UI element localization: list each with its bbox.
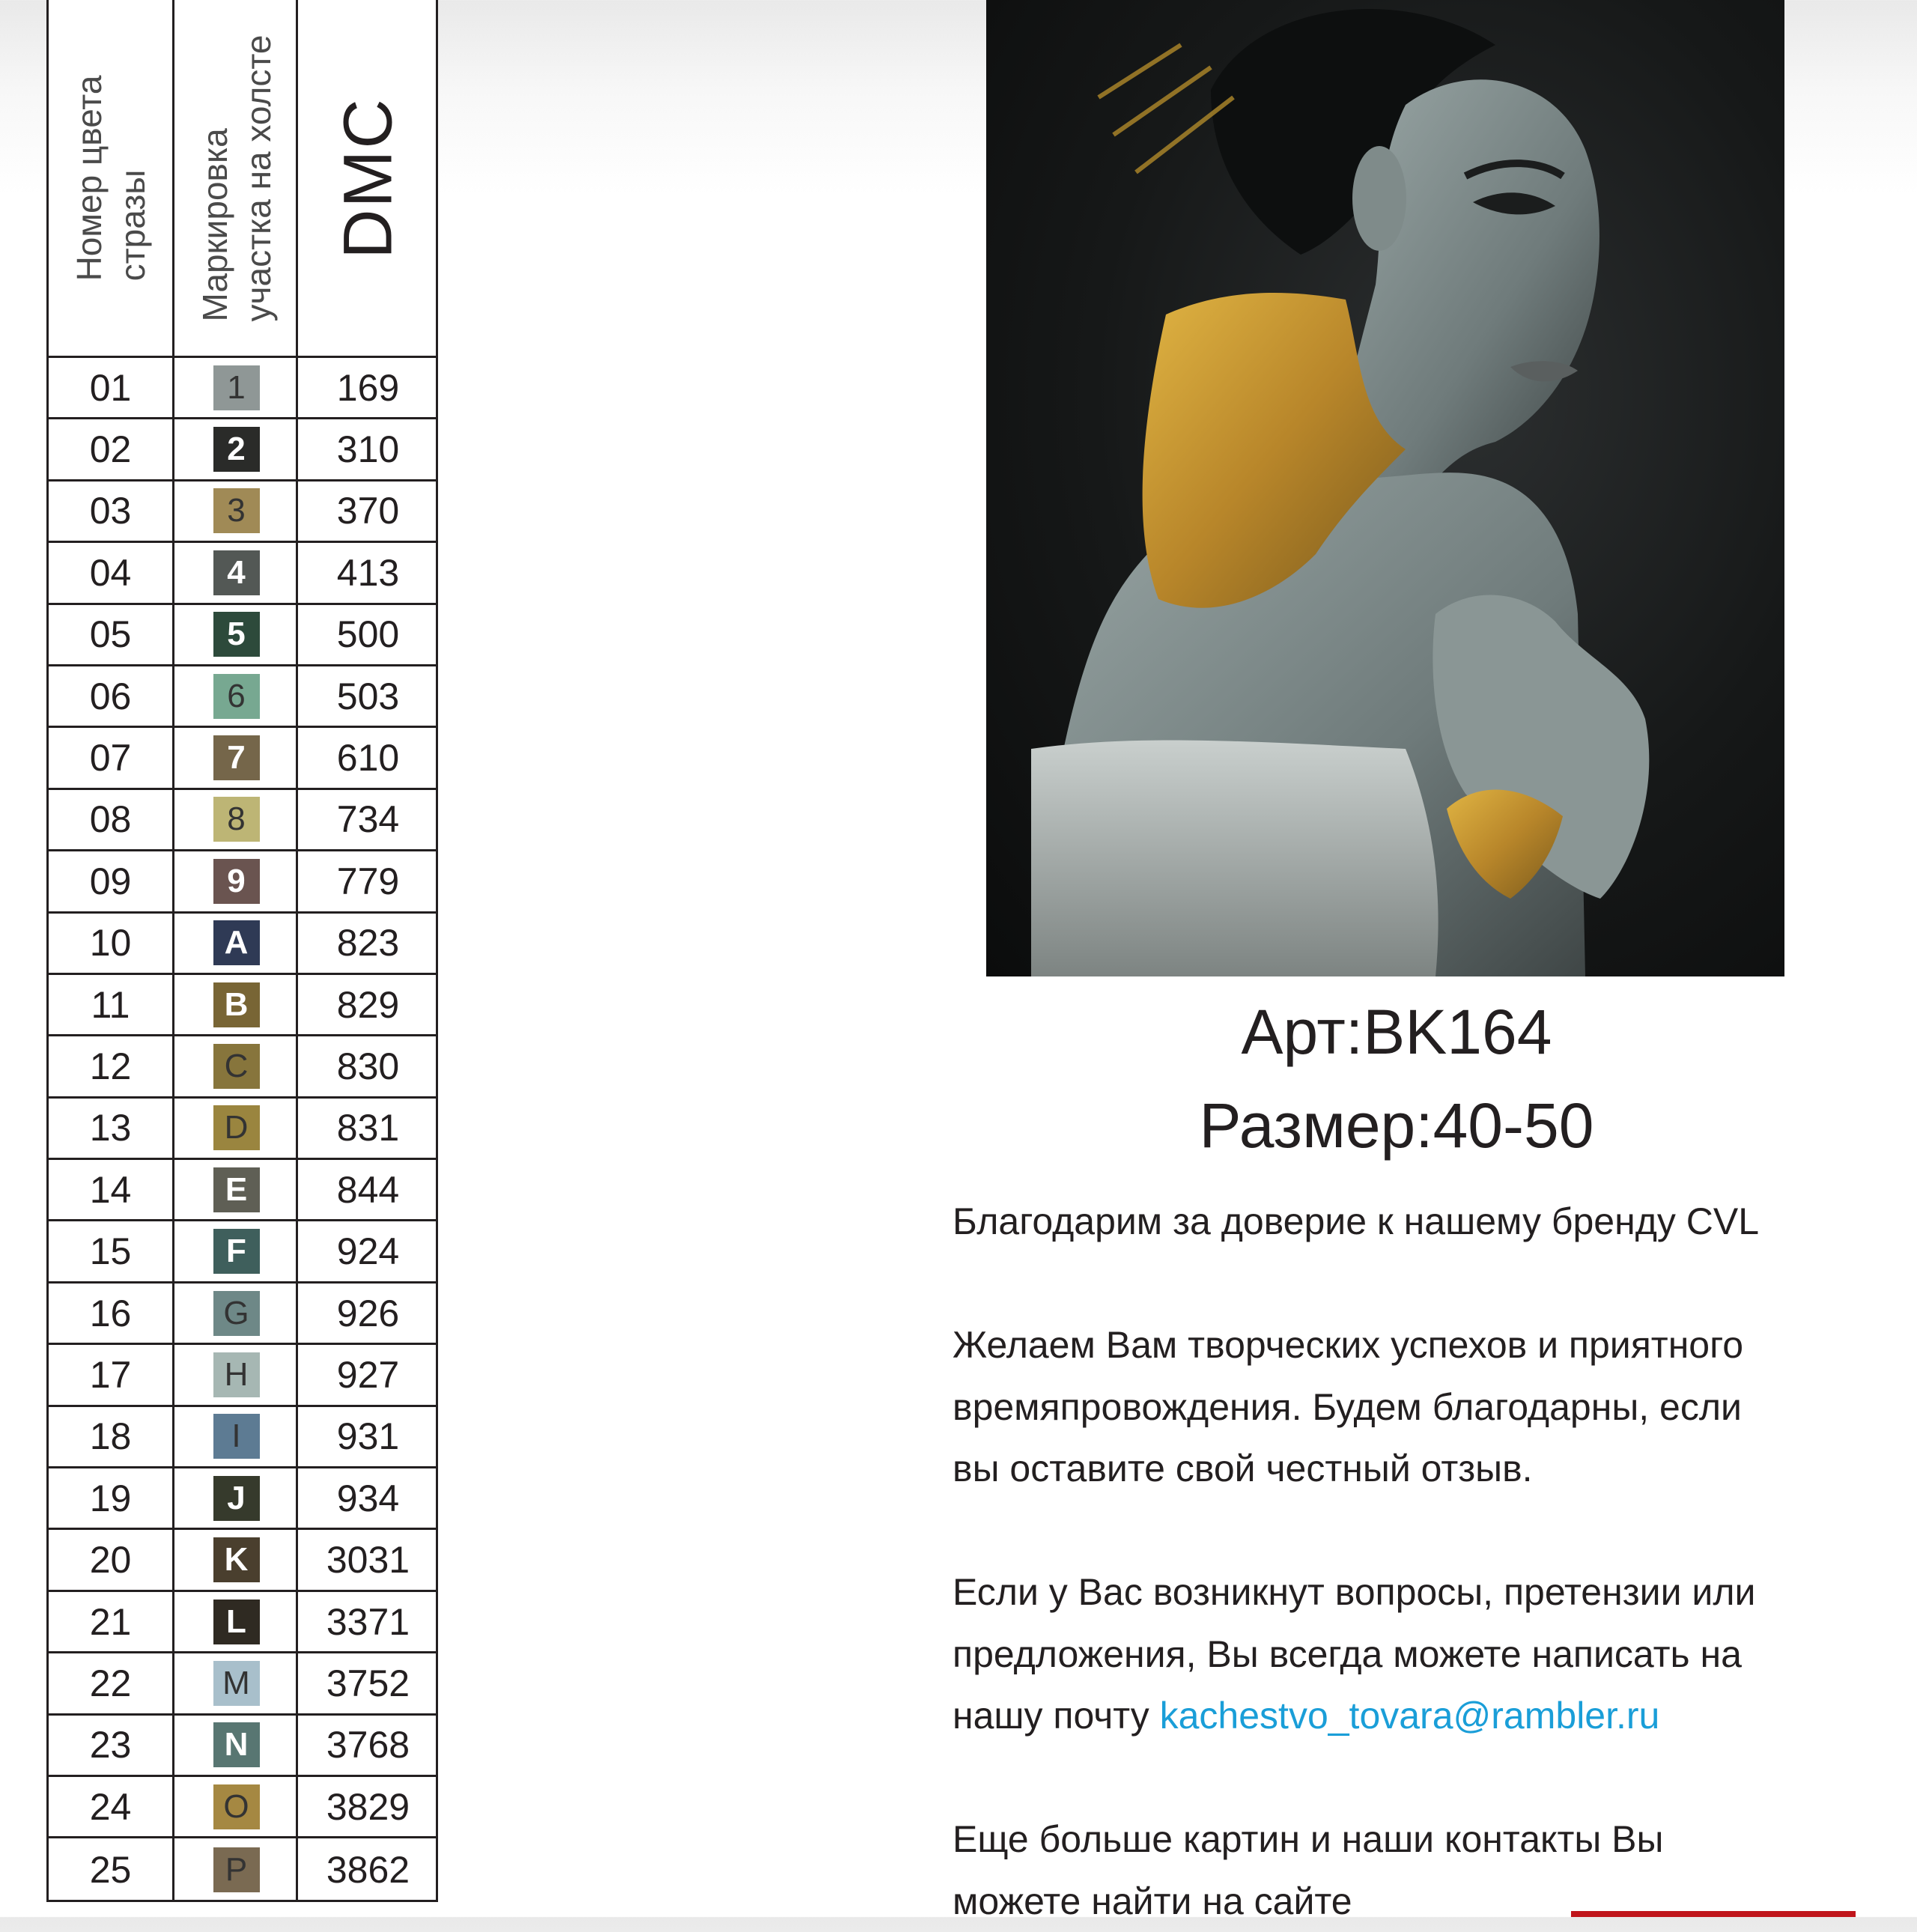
color-number-cell: 09 bbox=[49, 851, 172, 911]
color-number-cell: 17 bbox=[49, 1345, 172, 1404]
color-swatch: H bbox=[213, 1352, 260, 1397]
marking-cell bbox=[174, 1099, 298, 1158]
color-number-cell: 12 bbox=[49, 1036, 172, 1096]
dmc-code-cell: 169 bbox=[298, 358, 438, 417]
color-swatch: M bbox=[213, 1661, 260, 1706]
marking-cell bbox=[174, 1160, 298, 1219]
table-row bbox=[49, 1838, 436, 1900]
table-row bbox=[49, 1099, 436, 1160]
dmc-code-cell: 779 bbox=[298, 851, 438, 911]
table-body bbox=[49, 358, 436, 1901]
email-link[interactable]: kachestvo_tovara@rambler.ru bbox=[1160, 1695, 1660, 1737]
color-number-cell: 22 bbox=[49, 1653, 172, 1713]
table-row bbox=[49, 975, 436, 1036]
marking-cell bbox=[174, 1530, 298, 1589]
color-swatch: 1 bbox=[213, 365, 260, 410]
marking-cell bbox=[174, 543, 298, 602]
dmc-code-cell: 830 bbox=[298, 1036, 438, 1096]
marking-cell bbox=[174, 1777, 298, 1836]
contact-paragraph bbox=[953, 1561, 1904, 1747]
color-swatch: 8 bbox=[213, 797, 260, 842]
table-row bbox=[49, 1036, 436, 1098]
contact-line-2: предложения, Вы всегда можете написать на bbox=[953, 1623, 1904, 1686]
marking-cell bbox=[174, 975, 298, 1034]
color-number-cell: 23 bbox=[49, 1716, 172, 1775]
color-swatch: 4 bbox=[213, 550, 260, 595]
marking-cell bbox=[174, 1592, 298, 1651]
header-canvas-marking-label: Маркировка участка на холсте bbox=[193, 34, 280, 321]
brand-logo-edge bbox=[1571, 1911, 1856, 1917]
dmc-code-cell: 831 bbox=[298, 1099, 438, 1158]
dmc-code-cell: 3371 bbox=[298, 1592, 438, 1651]
color-number-cell: 05 bbox=[49, 605, 172, 664]
color-number-cell: 02 bbox=[49, 419, 172, 479]
wish-line-3: вы оставите свой честный отзыв. bbox=[953, 1438, 1904, 1500]
dmc-code-cell: 370 bbox=[298, 482, 438, 541]
dmc-code-cell: 3829 bbox=[298, 1777, 438, 1836]
color-swatch: 3 bbox=[213, 488, 260, 533]
table-row bbox=[49, 1284, 436, 1345]
table-row bbox=[49, 419, 436, 481]
color-number-cell: 24 bbox=[49, 1777, 172, 1836]
table-row bbox=[49, 851, 436, 913]
table-row bbox=[49, 358, 436, 419]
table-row bbox=[49, 728, 436, 789]
table-row bbox=[49, 1777, 436, 1838]
color-number-cell: 06 bbox=[49, 666, 172, 726]
color-swatch: 7 bbox=[213, 735, 260, 780]
color-number-cell: 04 bbox=[49, 543, 172, 602]
marking-cell bbox=[174, 914, 298, 973]
table-row bbox=[49, 605, 436, 666]
color-number-cell: 15 bbox=[49, 1221, 172, 1281]
dmc-code-cell: 3862 bbox=[298, 1838, 438, 1900]
color-swatch: B bbox=[213, 982, 260, 1027]
thanks-text bbox=[953, 1191, 1904, 1253]
marking-cell bbox=[174, 1653, 298, 1713]
dmc-code-cell: 413 bbox=[298, 543, 438, 602]
color-swatch: D bbox=[213, 1105, 260, 1150]
marking-cell bbox=[174, 1716, 298, 1775]
marking-cell bbox=[174, 482, 298, 541]
table-row bbox=[49, 1716, 436, 1777]
marking-cell bbox=[174, 728, 298, 787]
color-number-cell: 20 bbox=[49, 1530, 172, 1589]
dmc-code-cell: 931 bbox=[298, 1407, 438, 1466]
header-color-number bbox=[49, 0, 172, 356]
color-number-cell: 18 bbox=[49, 1407, 172, 1466]
dmc-code-cell: 927 bbox=[298, 1345, 438, 1404]
header-dmc bbox=[298, 0, 438, 356]
marking-cell bbox=[174, 1838, 298, 1900]
marking-cell bbox=[174, 1407, 298, 1466]
size-title: Размер:40-50 bbox=[936, 1090, 1857, 1162]
table-row bbox=[49, 1407, 436, 1468]
dmc-code-cell: 823 bbox=[298, 914, 438, 973]
color-swatch: A bbox=[213, 920, 260, 965]
dmc-code-cell: 734 bbox=[298, 790, 438, 849]
color-swatch: I bbox=[213, 1414, 260, 1459]
website-line-2: можете найти на сайте bbox=[953, 1871, 1904, 1932]
contact-line-1: Если у Вас возникнут вопросы, претензии или bbox=[953, 1561, 1904, 1623]
color-number-cell: 07 bbox=[49, 728, 172, 787]
color-number-cell: 08 bbox=[49, 790, 172, 849]
color-swatch: F bbox=[213, 1229, 260, 1274]
color-number-cell: 21 bbox=[49, 1592, 172, 1651]
marking-cell bbox=[174, 851, 298, 911]
woman-portrait-image bbox=[986, 0, 1784, 976]
article-title: Арт:BK164 bbox=[936, 996, 1857, 1069]
dmc-code-cell: 610 bbox=[298, 728, 438, 787]
dmc-code-cell: 934 bbox=[298, 1468, 438, 1528]
marking-cell bbox=[174, 1345, 298, 1404]
dmc-code-cell: 310 bbox=[298, 419, 438, 479]
dmc-code-cell: 3752 bbox=[298, 1653, 438, 1713]
marking-cell bbox=[174, 605, 298, 664]
wish-line-2: времяпровождения. Будем благодарны, если bbox=[953, 1376, 1904, 1439]
header-dmc-label: DMC bbox=[329, 97, 407, 259]
table-row bbox=[49, 790, 436, 851]
color-swatch: L bbox=[213, 1600, 260, 1644]
color-swatch: 9 bbox=[213, 859, 260, 904]
dmc-code-cell: 3768 bbox=[298, 1716, 438, 1775]
color-table bbox=[46, 0, 438, 1902]
header-canvas-marking bbox=[174, 0, 298, 356]
table-row bbox=[49, 1345, 436, 1406]
color-swatch: 6 bbox=[213, 674, 260, 719]
table-row bbox=[49, 1221, 436, 1283]
table-row bbox=[49, 666, 436, 728]
color-swatch: J bbox=[213, 1476, 260, 1521]
marking-cell bbox=[174, 666, 298, 726]
thanks-line: Благодарим за доверие к нашему бренду CVL bbox=[953, 1191, 1904, 1253]
color-swatch: 2 bbox=[213, 427, 260, 472]
marking-cell bbox=[174, 1468, 298, 1528]
dmc-code-cell: 500 bbox=[298, 605, 438, 664]
color-swatch: N bbox=[213, 1722, 260, 1767]
dmc-code-cell: 844 bbox=[298, 1160, 438, 1219]
color-number-cell: 14 bbox=[49, 1160, 172, 1219]
color-number-cell: 25 bbox=[49, 1838, 172, 1900]
color-number-cell: 16 bbox=[49, 1284, 172, 1343]
marking-cell bbox=[174, 1036, 298, 1096]
header-color-number-label: Номер цвета стразы bbox=[67, 75, 154, 281]
color-swatch: O bbox=[213, 1784, 260, 1829]
marking-cell bbox=[174, 790, 298, 849]
color-swatch: 5 bbox=[213, 612, 260, 657]
table-row bbox=[49, 1653, 436, 1715]
marking-cell bbox=[174, 1221, 298, 1281]
dmc-code-cell: 924 bbox=[298, 1221, 438, 1281]
table-row bbox=[49, 1592, 436, 1653]
color-swatch: G bbox=[213, 1291, 260, 1336]
color-swatch: E bbox=[213, 1167, 260, 1212]
contact-line-3 bbox=[953, 1685, 1904, 1747]
table-row bbox=[49, 543, 436, 604]
table-row bbox=[49, 1468, 436, 1530]
table-row bbox=[49, 1530, 436, 1591]
color-number-cell: 13 bbox=[49, 1099, 172, 1158]
contact-line-3-prefix: нашу почту bbox=[953, 1695, 1160, 1737]
color-swatch: K bbox=[213, 1537, 260, 1582]
website-line-1: Еще больше картин и наши контакты Вы bbox=[953, 1808, 1904, 1871]
dmc-code-cell: 926 bbox=[298, 1284, 438, 1343]
wish-line-1: Желаем Вам творческих успехов и приятного bbox=[953, 1314, 1904, 1376]
dmc-code-cell: 829 bbox=[298, 975, 438, 1034]
marking-cell bbox=[174, 419, 298, 479]
table-header bbox=[49, 0, 436, 358]
color-swatch: P bbox=[213, 1847, 260, 1892]
table-row bbox=[49, 482, 436, 543]
marking-cell bbox=[174, 1284, 298, 1343]
color-number-cell: 19 bbox=[49, 1468, 172, 1528]
dmc-code-cell: 3031 bbox=[298, 1530, 438, 1589]
table-row bbox=[49, 1160, 436, 1221]
color-number-cell: 11 bbox=[49, 975, 172, 1034]
color-number-cell: 03 bbox=[49, 482, 172, 541]
wish-paragraph bbox=[953, 1314, 1904, 1500]
dmc-code-cell: 503 bbox=[298, 666, 438, 726]
table-row bbox=[49, 914, 436, 975]
color-swatch: C bbox=[213, 1044, 260, 1089]
color-number-cell: 01 bbox=[49, 358, 172, 417]
color-number-cell: 10 bbox=[49, 914, 172, 973]
product-photo bbox=[986, 0, 1784, 976]
marking-cell bbox=[174, 358, 298, 417]
